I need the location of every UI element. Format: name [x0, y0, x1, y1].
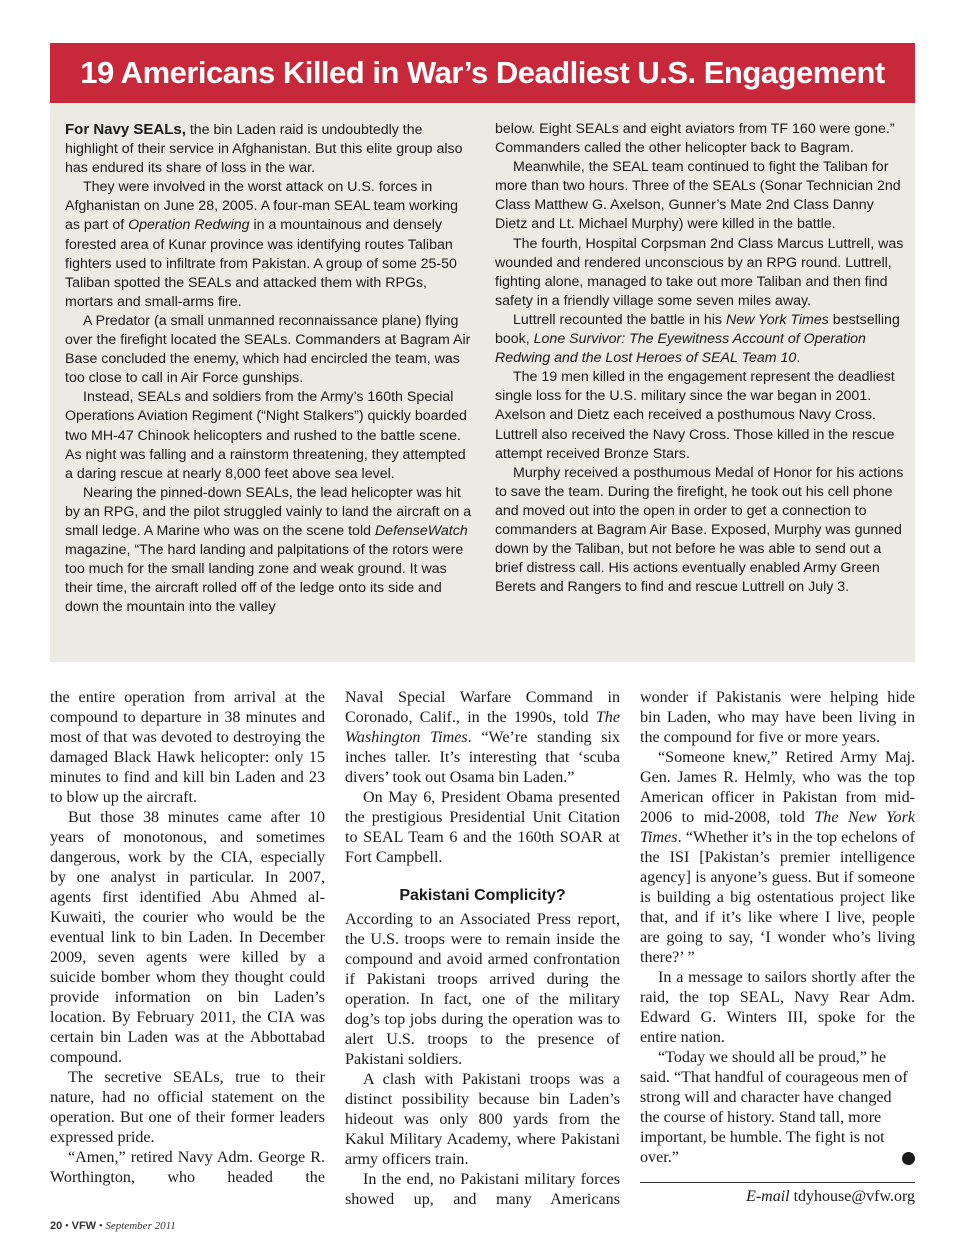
- sidebar-paragraph: For Navy SEALs, the bin Laden raid is undoubtedly the highlight of their service in Afghanistan. But this elite group also has endured its share of loss in the war.: [65, 121, 463, 177]
- headline-banner: [50, 43, 915, 103]
- body-paragraph: A clash with Pakistani troops was a distinct possibility because bin Laden’s hideout was only 800 yards from the Kakul Military Academy, where Pakistani army officers train.: [345, 1071, 620, 1168]
- body-paragraph: In the end, no Pakistani military forces showed up, and many Americans: [345, 1171, 620, 1208]
- sidebar-paragraph: A Predator (a small unmanned reconnaissance plane) flying over the firefight located the SEALs. Commanders at Bagram Air Base concluded the enemy, which had encircled the team, was too close to call in Air Force gunships.: [65, 312, 471, 387]
- sidebar-paragraph: below. Eight SEALs and eight aviators from TF 160 were gone.” Commanders called the other helicopter back to Bagram.: [495, 121, 895, 157]
- body-paragraph: wonder if Pakistanis were helping hide bin Laden, who may have been living in the compound for five or more years.: [640, 689, 915, 746]
- body-column-1: [50, 688, 325, 1188]
- sidebar-paragraph: The 19 men killed in the engagement represent the deadliest single loss for the U.S. military since the war began in 2001. Axelson and Dietz each received a posthumous Navy Cross. Luttrell also received the Navy Cross. Those killed in the rescue attempt received Bronze Stars.: [495, 369, 895, 462]
- sidebar-lead-in: For Navy SEALs,: [65, 121, 186, 138]
- body-paragraph: the entire operation from arrival at the compound to departure in 38 minutes and most of that was devoted to destroying the damaged Black Hawk helicopter: only 15 minutes to find and kill bin Laden and 23 to blow up the aircraft.: [50, 689, 325, 806]
- page-footer: 20 • VFW • September 2011: [50, 1220, 176, 1232]
- body-paragraph: “Today we should all be proud,” he said. “That handful of courageous men of strong will and character have changed the course of history. Stand tall, more important, be humble. The fight is not over.” ✪: [640, 1049, 928, 1166]
- body-column-3: [640, 688, 928, 1168]
- sidebar-paragraph: Nearing the pinned-down SEALs, the lead helicopter was hit by an RPG, and the pilot struggled vainly to land the aircraft on a small ledge. A Marine who was on the scene told DefenseWatch magazine, “The hard landing and palpitations of the rotors were too much for the small landing zone and weak ground. It was their time, the aircraft rolled off of the ledge onto its side and down the mountain into the valley: [65, 484, 472, 616]
- issue-date: September 2011: [105, 1220, 176, 1232]
- end-mark-icon: ✪: [902, 1152, 915, 1165]
- subhead: Pakistani Complicity?: [399, 887, 566, 904]
- email-byline: E-mail tdyhouse@vfw.org: [746, 1188, 915, 1205]
- sidebar-paragraph: Meanwhile, the SEAL team continued to fight the Taliban for more than two hours. Three of the SEALs (Sonar Technician 2nd Class Matthew G. Axelson, Gunner’s Mate 2nd Class Danny Dietz and Lt. Michael Murphy) were killed in the battle.: [495, 159, 901, 233]
- body-paragraph: In a message to sailors shortly after the raid, the top SEAL, Navy Rear Adm. Edward G. Winters III, spoke for the entire nation.: [640, 969, 915, 1046]
- sidebar-paragraph: They were involved in the worst attack on U.S. forces in Afghanistan on June 28, 2005. A four-man SEAL team working as part of Operation Redwing in a mountainous and densely forested area of Kunar province was identifying routes Taliban fighters used to infiltrate from Pakistan. A group of some 25-50 Taliban spotted the SEALs and attacked them with RPGs, mortars and small-arms fire.: [65, 179, 459, 310]
- body-paragraph: The secretive SEALs, true to their nature, had no official statement on the operation. But one of their former leaders expressed pride.: [50, 1069, 325, 1146]
- body-paragraph: “Amen,” retired Navy Adm. George R. Worthington, who headed the: [50, 1149, 325, 1186]
- sidebar-paragraph: Instead, SEALs and soldiers from the Army’s 160th Special Operations Aviation Regiment (“Night Stalkers”) quickly boarded two MH-47 Chinook helicopters and rushed to the battle scene. As night was falling and a rainstorm threatening, they attempted a daring rescue at nearly 8,000 feet above sea level.: [65, 389, 467, 482]
- body-paragraph: According to an Associated Press report, the U.S. troops were to remain inside the compound and avoid armed confrontation if Pakistani troops arrived during the operation. In fact, one of the military dog’s top jobs during the operation was to alert U.S. troops to the presence of Pakistani soldiers.: [345, 911, 620, 1068]
- headline: 19 Americans Killed in War’s Deadliest U.S. Engagement: [80, 55, 885, 90]
- body-column-2: [345, 688, 620, 1210]
- body-paragraph: But those 38 minutes came after 10 years of monotonous, and sometimes dangerous, work by the CIA, especially by one analyst in particular. In 2007, agents first identified Abu Ahmed al-Kuwaiti, the courier who would be the eventual link to bin Laden. In December 2009, seven agents were killed by a suicide bomber whom they thought could provide information on bin Laden’s location. By February 2011, the CIA was certain bin Laden was at the Abbottabad compound.: [50, 809, 325, 1066]
- sidebar-column-right: [495, 120, 905, 597]
- byline-rule: [640, 1182, 915, 1183]
- sidebar-box: [50, 103, 915, 662]
- sidebar-column-left: [65, 120, 473, 617]
- sidebar-paragraph: Murphy received a posthumous Medal of Honor for his actions to save the team. During the firefight, he took out his cell phone and moved out into the open in order to get a connection to commanders at Bagram Air Base. Exposed, Murphy was gunned down by the Taliban, but not before he was able to send out a brief distress call. His actions eventually enabled Army Green Berets and Rangers to find and rescue Luttrell on July 3.: [495, 464, 904, 596]
- page-number: 20: [50, 1220, 63, 1232]
- publication-name: VFW: [71, 1220, 97, 1232]
- sidebar-paragraph: The fourth, Hospital Corpsman 2nd Class Marcus Luttrell, was wounded and rendered unconscious by an RPG round. Luttrell, fighting alone, managed to take out more Taliban and then find safety in a friendly village some seven miles away.: [495, 235, 904, 309]
- body-paragraph: On May 6, President Obama presented the prestigious Presidential Unit Citation to SEAL Team 6 and the 160th SOAR at Fort Campbell.: [345, 789, 620, 866]
- body-paragraph: “Someone knew,” Retired Army Maj. Gen. James R. Helmly, who was the top American officer in Pakistan from mid-2006 to mid-2008, told The New York Times. “Whether it’s in the top echelons of the ISI [Pakistan’s premier intelligence agency] is anyone’s guess. But if someone is building a big ostentatious project like that, and if it’s like where I live, people are going to say, ‘I wonder who’s living there?’ ”: [640, 749, 915, 966]
- sidebar-paragraph: Luttrell recounted the battle in his New York Times bestselling book, Lone Survivor: The Eyewitness Account of Operation Redwing and the Lost Heroes of SEAL Team 10.: [495, 311, 900, 367]
- body-paragraph: Naval Special Warfare Command in Coronado, Calif., in the 1990s, told The Washington Times. “We’re standing six inches taller. It’s interesting that ‘scuba divers’ took out Osama bin Laden.”: [345, 689, 620, 786]
- email-address[interactable]: tdyhouse@vfw.org: [793, 1188, 915, 1205]
